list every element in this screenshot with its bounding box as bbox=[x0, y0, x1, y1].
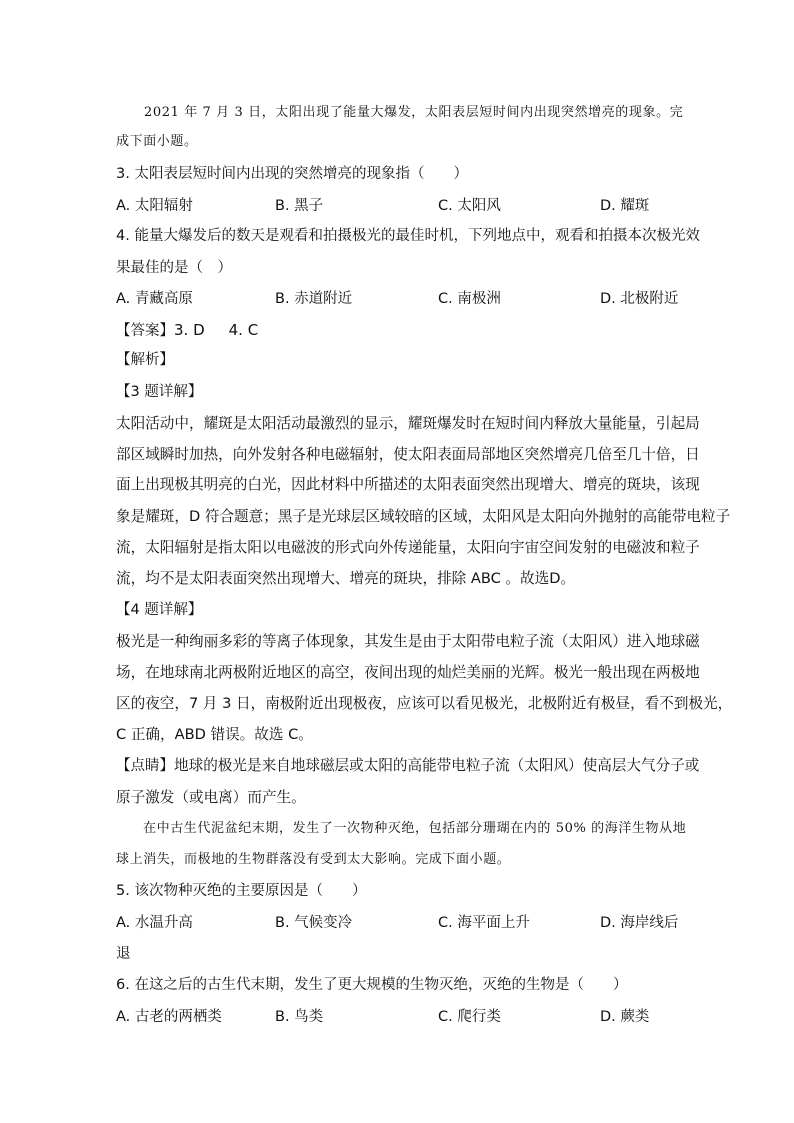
intro1-line1: 2021 年 7 月 3 日，太阳出现了能量大爆发，太阳表层短时间内出现突然增亮的现象。完 bbox=[144, 105, 684, 120]
q5-option-b: B. 气候变冷 bbox=[275, 915, 353, 931]
answer-label: 【答案】 bbox=[116, 323, 174, 339]
detail3-line: 部区域瞬时加热，向外发射各种电磁辐射，使太阳表面局部地区突然增亮几倍至几十倍，日 bbox=[116, 446, 700, 463]
intro1-line2: 成下面小题。 bbox=[116, 134, 198, 149]
q4-option-c: C. 南极洲 bbox=[438, 291, 501, 307]
q6-option-b: B. 鸟类 bbox=[275, 1009, 324, 1025]
q5-option-d-wrap: 退 bbox=[116, 946, 131, 962]
analysis-label: 【解析】 bbox=[116, 352, 174, 368]
intro2-line2: 球上消失，而极地的生物群落没有受到太大影响。完成下面小题。 bbox=[116, 852, 511, 867]
detail3-line: 太阳活动中，耀斑是太阳活动最激烈的显示，耀斑爆发时在短时间内释放大量能量，引起局 bbox=[116, 415, 700, 432]
q6-option-c: C. 爬行类 bbox=[438, 1009, 501, 1025]
q4-option-b: B. 赤道附近 bbox=[275, 291, 353, 307]
q3-option-a: A. 太阳辐射 bbox=[116, 198, 193, 214]
q3-option-d: D. 耀斑 bbox=[600, 198, 650, 214]
q3-option-b: B. 黑子 bbox=[275, 198, 324, 214]
intro2-line1: 在中古生代泥盆纪末期，发生了一次物种灭绝，包括部分珊瑚在内的 50% 的海洋生物从地 bbox=[143, 821, 687, 836]
detail3-line: 流，均不是太阳表面突然出现增大、增亮的斑块，排除 ABC 。故选D。 bbox=[116, 570, 576, 587]
q3-option-c: C. 太阳风 bbox=[438, 198, 501, 214]
answer-q3: 3. D bbox=[174, 321, 205, 339]
q3-stem: 3. 太阳表层短时间内出现的突然增亮的现象指（ ） bbox=[116, 166, 468, 182]
detail3-line: 象是耀斑，D 符合题意；黑子是光球层区域较暗的区域，太阳风是太阳向外抛射的高能带电粒子 bbox=[116, 508, 731, 525]
tip-label: 【点睛】 bbox=[116, 758, 174, 774]
q6-option-a: A. 古老的两栖类 bbox=[116, 1009, 222, 1025]
detail3-label: 【3 题详解】 bbox=[116, 384, 203, 400]
q4-option-a: A. 青藏高原 bbox=[116, 291, 193, 307]
q5-option-a: A. 水温升高 bbox=[116, 915, 193, 931]
tip-line1 bbox=[116, 756, 700, 776]
tip-line2: 原子激发（或电离）而产生。 bbox=[116, 789, 306, 806]
detail4-label: 【4 题详解】 bbox=[116, 602, 203, 618]
detail3-line: 流，太阳辐射是指太阳以电磁波的形式向外传递能量，太阳向宇宙空间发射的电磁波和粒子 bbox=[116, 539, 700, 556]
q6-option-d: D. 蕨类 bbox=[600, 1009, 650, 1025]
detail4-line: 场，在地球南北两极附近地区的高空，夜间出现的灿烂美丽的光辉。极光一般出现在两极地 bbox=[116, 664, 700, 681]
tip-text: 地球的极光是来自地球磁层或太阳的高能带电粒子流（太阳风）使高层大气分子或 bbox=[174, 757, 700, 774]
answer-line bbox=[116, 320, 681, 341]
answer-q4: 4. C bbox=[228, 321, 259, 339]
detail3-line: 面上出现极其明亮的白光，因此材料中所描述的太阳表面突然出现增大、增亮的斑块，该现 bbox=[116, 476, 700, 493]
q5-option-c: C. 海平面上升 bbox=[438, 915, 530, 931]
detail4-line: C 正确，ABD 错误。故选 C。 bbox=[116, 726, 313, 743]
q4-option-d: D. 北极附近 bbox=[600, 291, 679, 307]
q5-stem: 5. 该次物种灭绝的主要原因是（ ） bbox=[116, 883, 367, 899]
q4-stem-line1: 4. 能量大爆发后的数天是观看和拍摄极光的最佳时机，下列地点中，观看和拍摄本次极光效 bbox=[116, 228, 700, 244]
q6-stem: 6. 在这之后的古生代末期，发生了更大规模的生物灭绝，灭绝的生物是（ ） bbox=[116, 977, 628, 993]
q4-stem-line2: 果最佳的是（ ） bbox=[116, 260, 232, 276]
q5-option-d: D. 海岸线后 bbox=[600, 915, 679, 931]
detail4-line: 区的夜空，7 月 3 日，南极附近出现极夜，应该可以看见极光，北极附近有极昼，看不到极光， bbox=[116, 695, 733, 712]
detail4-line: 极光是一种绚丽多彩的等离子体现象，其发生是由于太阳带电粒子流（太阳风）进入地球磁 bbox=[116, 633, 700, 650]
